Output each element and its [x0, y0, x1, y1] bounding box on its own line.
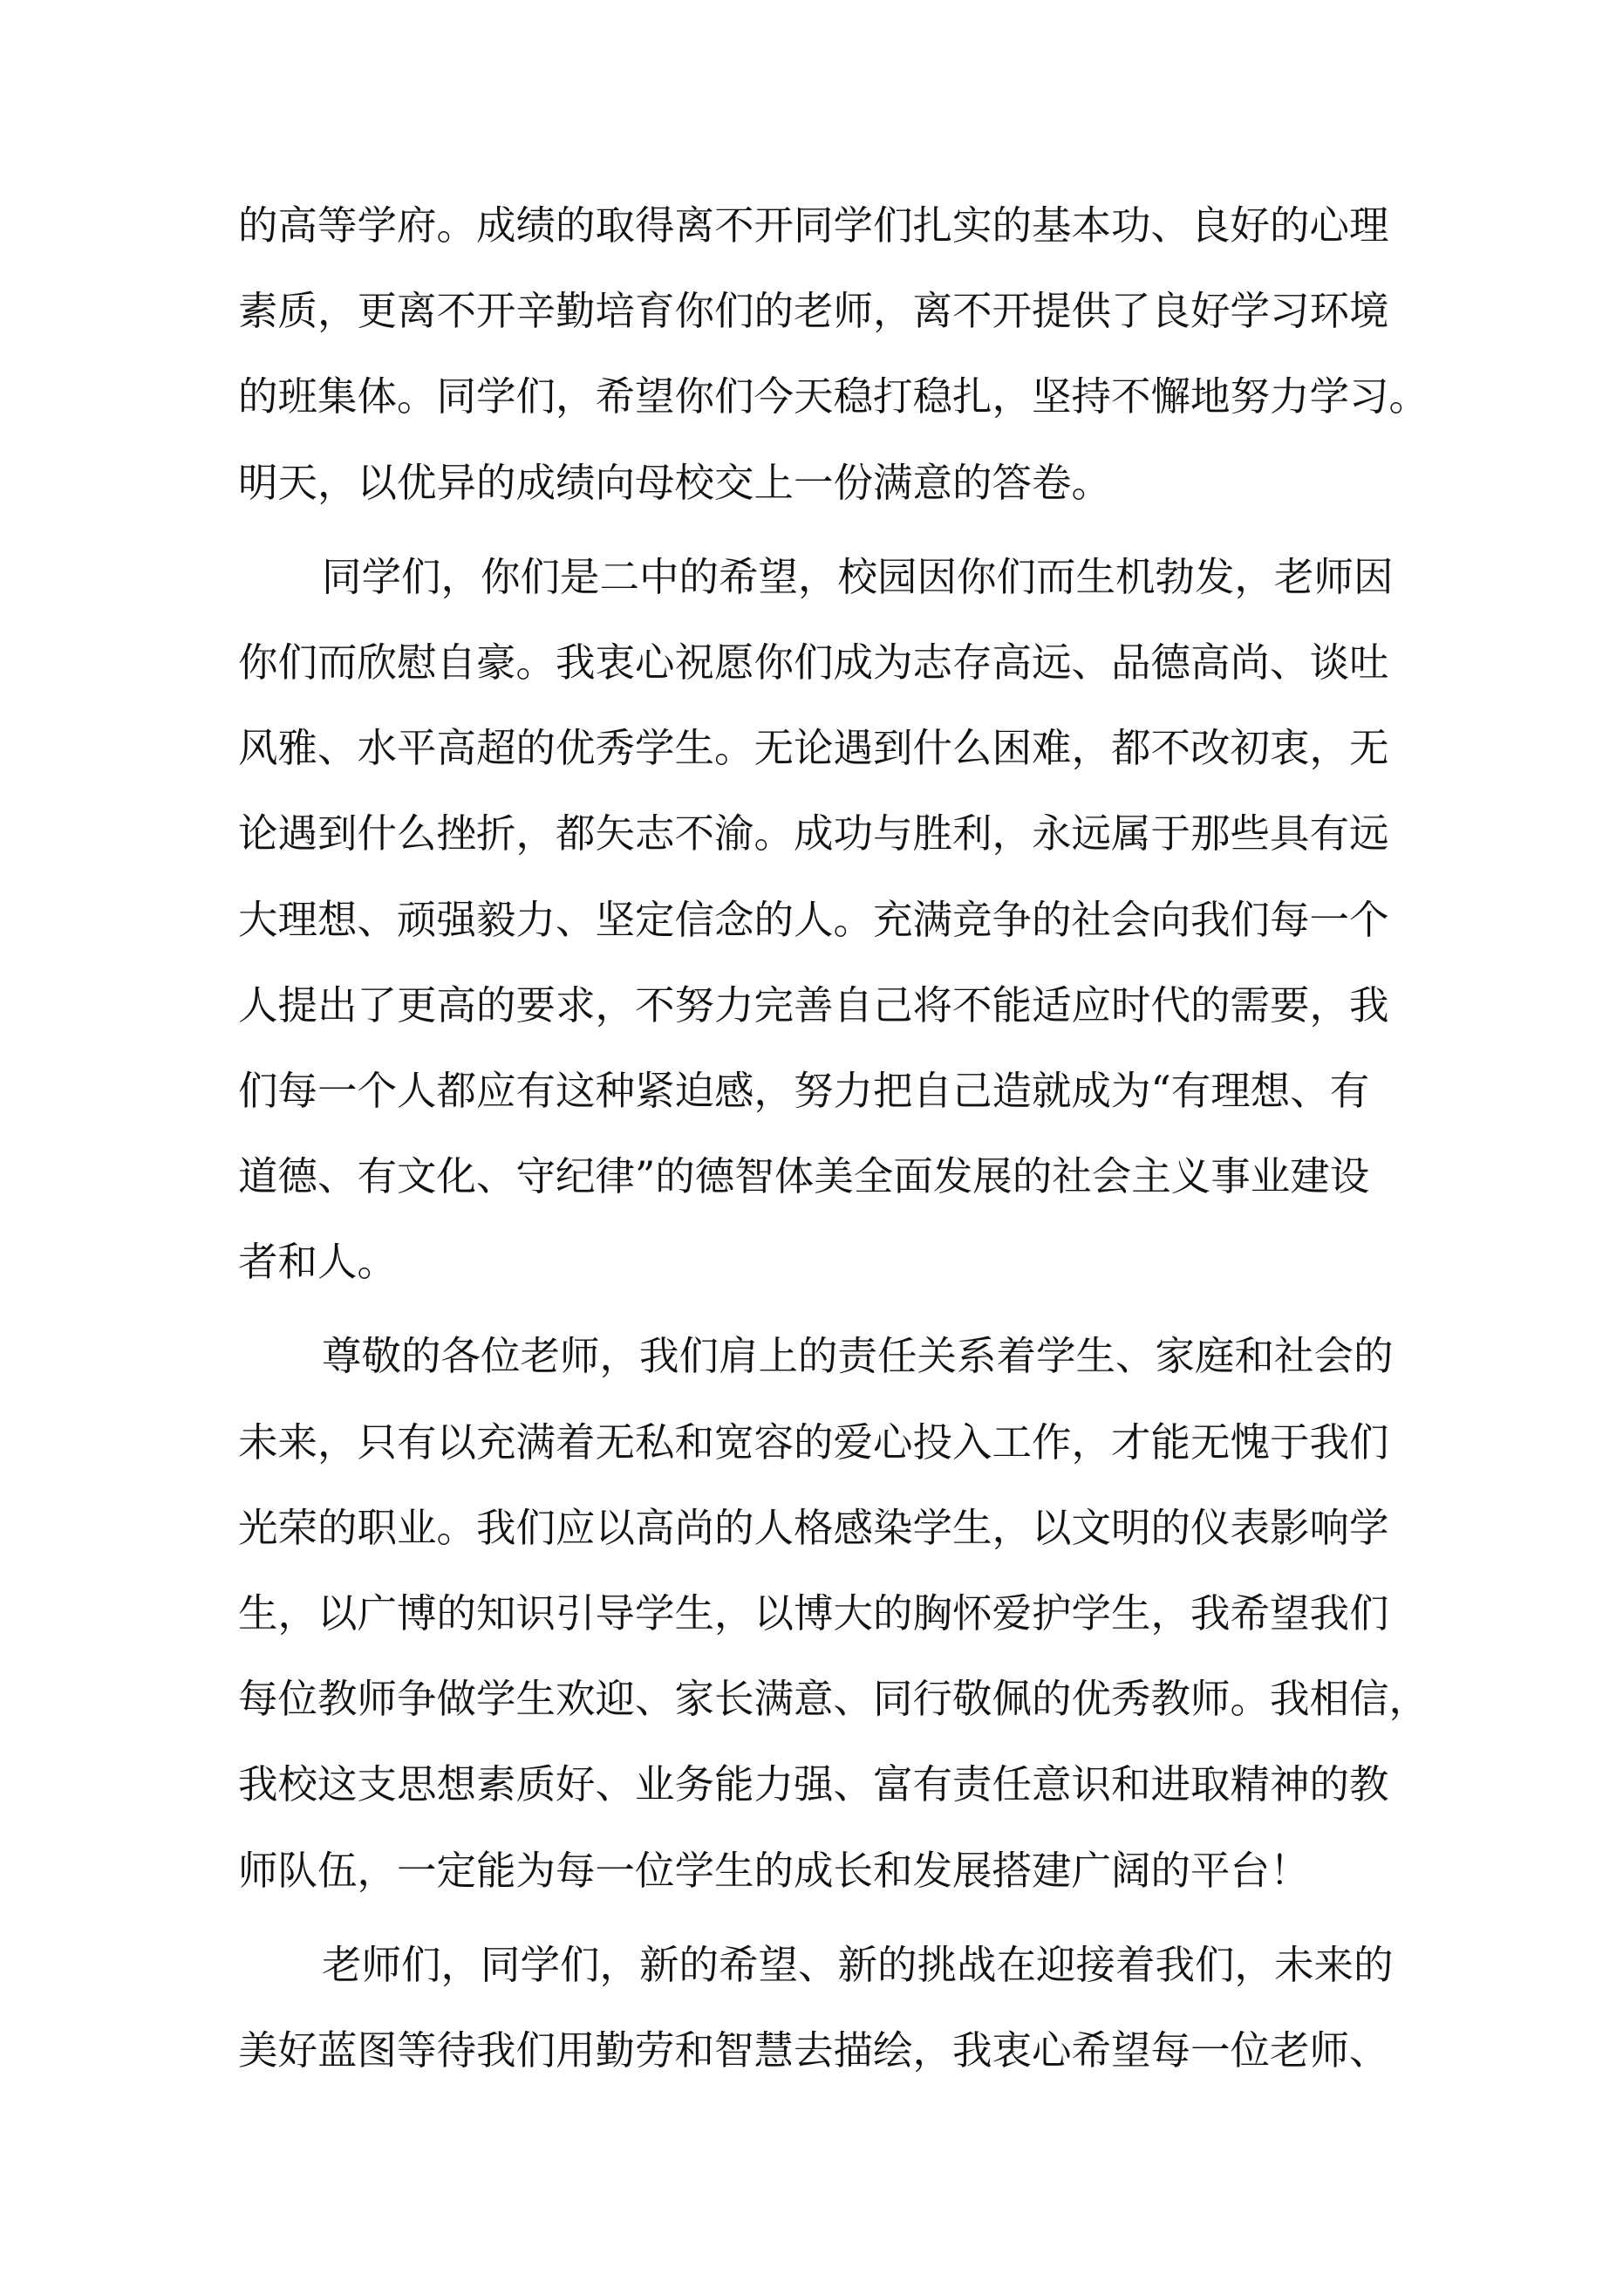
text-line: 论遇到什么挫折，都矢志不渝。成功与胜利，永远属于那些具有远: [238, 810, 1389, 858]
text-line: 每位教师争做学生欢迎、家长满意、同行敬佩的优秀教师。我相信，: [238, 1676, 1429, 1723]
text-line: 人提出了更高的要求，不努力完善自己将不能适应时代的需要，我: [238, 981, 1389, 1028]
text-line: 我校这支思想素质好、业务能力强、富有责任意识和进取精神的教: [238, 1761, 1389, 1808]
text-line: 生，以广博的知识引导学生，以博大的胸怀爱护学生，我希望我们: [238, 1590, 1389, 1637]
text-line: 风雅、水平高超的优秀学生。无论遇到什么困难，都不改初衷，无: [238, 725, 1389, 772]
text-line: 者和人。: [238, 1239, 398, 1286]
text-line: 你们而欣慰自豪。我衷心祝愿你们成为志存高远、品德高尚、谈吐: [238, 639, 1389, 686]
text-line: 明天，以优异的成绩向母校交上一份满意的答卷。: [238, 459, 1112, 506]
text-line: 大理想、顽强毅力、坚定信念的人。充满竞争的社会向我们每一个: [238, 896, 1389, 943]
text-line: 美好蓝图等待我们用勤劳和智慧去描绘，我衷心希望每一位老师、: [238, 2026, 1389, 2074]
text-line: 道德、有文化、守纪律”的德智体美全面发展的社会主义事业建设: [238, 1153, 1370, 1200]
text-line: 的高等学府。成绩的取得离不开同学们扎实的基本功、良好的心理: [238, 202, 1389, 249]
text-line: 师队伍，一定能为每一位学生的成长和发展搭建广阔的平台！: [238, 1847, 1310, 1894]
text-line: 未来，只有以充满着无私和宽容的爱心投入工作，才能无愧于我们: [238, 1418, 1389, 1466]
text-line: 光荣的职业。我们应以高尚的人格感染学生，以文明的仪表影响学: [238, 1504, 1389, 1551]
paragraph-first-line: 老师们，同学们，新的希望、新的挑战在迎接着我们，未来的: [322, 1941, 1394, 1988]
document-body: [238, 199, 1429, 2109]
text-line: 的班集体。同学们，希望你们今天稳打稳扎，坚持不懈地努力学习。: [238, 373, 1429, 420]
text-line: 素质，更离不开辛勤培育你们的老师，离不开提供了良好学习环境: [238, 288, 1389, 335]
paragraph-first-line: 同学们，你们是二中的希望，校园因你们而生机勃发，老师因: [322, 553, 1394, 600]
text-line: 们每一个人都应有这种紧迫感，努力把自己造就成为“有理想、有: [238, 1067, 1370, 1114]
paragraph-first-line: 尊敬的各位老师，我们肩上的责任关系着学生、家庭和社会的: [322, 1333, 1394, 1380]
